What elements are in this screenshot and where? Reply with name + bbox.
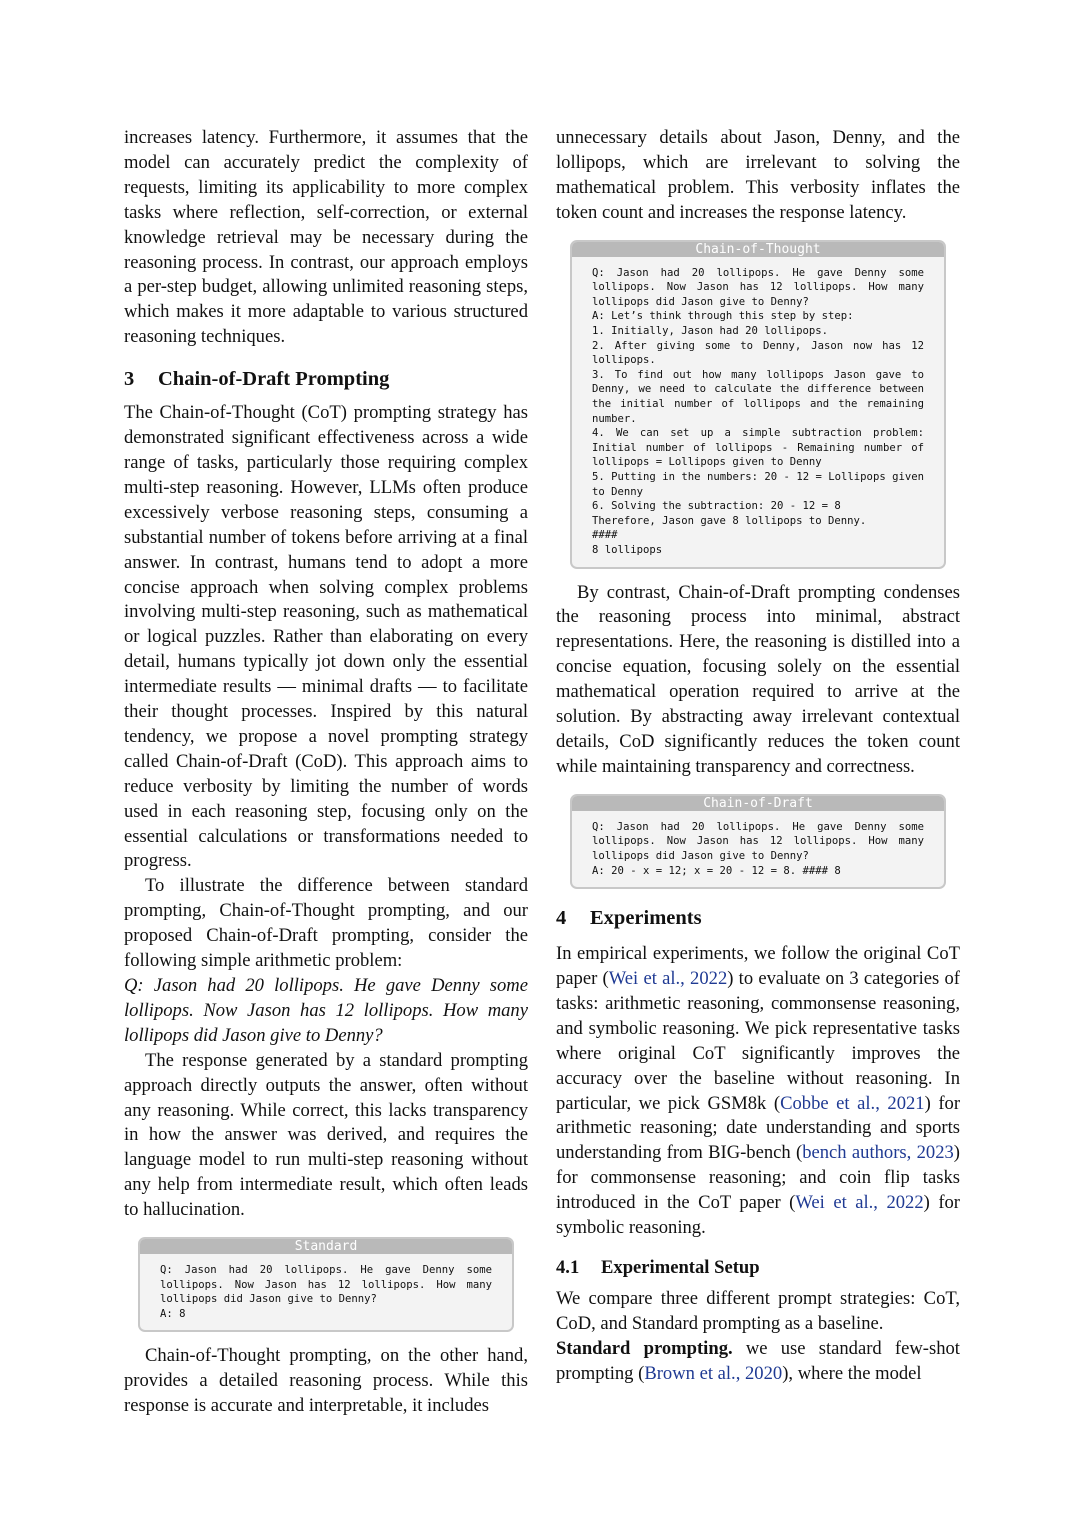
citation-link[interactable]: Wei et al., 2022 — [608, 968, 728, 990]
paragraph-illustrate: To illustrate the difference between standard prompting, Chain-of-Thought prompting, and our proposed Chain-of-Draft prompting, consider the following simple arithmetic problem: — [124, 875, 528, 972]
subsection-number: 4.1 — [556, 1257, 580, 1278]
box-body: Q: Jason had 20 lollipops. He gave Denny some lollipops. Now Jason has 12 lollipops. How many lollipops did Jason give to Denny? A: 20 - x = 12; x = 20 - 12 = 8. #### 8 — [592, 820, 924, 877]
section-3-heading — [124, 368, 528, 391]
paragraph-cot: Chain-of-Thought prompting, on the other hand, provides a detailed reasoning process. While this response is accurate and interpretable, it includes — [124, 1345, 528, 1417]
box-title: Standard — [140, 1239, 512, 1254]
left-column — [124, 126, 528, 1419]
paragraph-continuation: unnecessary details about Jason, Denny, and the lollipops, which are irrelevant to solving the mathematical problem. This verbosity inflates the token count and increases the response latency. — [556, 127, 960, 223]
section-title: Experiments — [590, 907, 702, 930]
text-run: ) for symbolic reasoning. — [556, 1192, 961, 1239]
citation-link[interactable]: Cobbe et al., 2021 — [780, 1092, 925, 1114]
citation-link[interactable]: Brown et al., 2020 — [644, 1362, 783, 1384]
text-run: ) for arithmetic reasoning; date understanding and sports understanding from BIG-bench ( — [556, 1092, 961, 1164]
section-number: 3 — [124, 368, 135, 391]
section-4-heading — [556, 907, 960, 930]
paragraph-standard: The response generated by a standard prompting approach directly outputs the answer, often without any reasoning. While correct, this lacks transparency in how the answer was derived, and requires the language model to run multi-step reasoning without any help from intermediate result, which often leads to hallucination. — [124, 1049, 528, 1221]
paragraph-experiments — [556, 942, 960, 1241]
run-in-heading: Standard prompting. — [556, 1337, 733, 1359]
section-number: 4 — [556, 907, 567, 930]
section-title: Chain-of-Draft Prompting — [158, 368, 390, 391]
paragraph-standard-prompting — [556, 1337, 960, 1387]
paragraph-setup: We compare three different prompt strategies: CoT, CoD, and Standard prompting as a baseline. — [556, 1288, 960, 1334]
text-run: In empirical experiments, we follow the original CoT paper ( — [556, 943, 960, 990]
paragraph-question: Q: Jason had 20 lollipops. He gave Denny some lollipops. Now Jason has 12 lollipops. How many lollipops did Jason give to Denny? — [124, 975, 528, 1046]
text-run: ) for commonsense reasoning; and coin flip tasks introduced in the CoT paper ( — [556, 1142, 960, 1214]
text-run: ), where the model — [782, 1362, 922, 1384]
right-column — [556, 126, 960, 1387]
text-run: ) to evaluate on 3 categories of tasks: arithmetic reasoning, commonsense reasoning, and symbolic reasoning. We pick representative tasks where original CoT significantly improves the accuracy over the baseline without reasoning. In particular, we pick GSM8k ( — [556, 968, 961, 1114]
citation-link[interactable]: bench authors, 2023 — [802, 1142, 954, 1164]
paragraph-contrast: By contrast, Chain-of-Draft prompting condenses the reasoning process into minimal, abstract representations. Here, the reasoning is distilled into a concise equation, focusing solely on the essential mathematical operation required to arrive at the solution. By abstracting away irrelevant contextual details, CoD significantly reduces the token count while maintaining transparency and correctness. — [556, 581, 960, 777]
subsection-4-1-heading — [556, 1257, 960, 1279]
paragraph-intro: increases latency. Furthermore, it assumes that the model can accurately predict the complexity of requests, limiting its applicability to more complex tasks where reflection, self-correction, or external knowledge retrieval may be necessary during the reasoning process. In contrast, our approach employs a per-step budget, allowing unlimited reasoning steps, which makes it more adaptable to various structured reasoning techniques. — [124, 127, 528, 348]
standard-prompt-box — [138, 1237, 514, 1332]
subsection-title: Experimental Setup — [601, 1257, 760, 1278]
box-body: Q: Jason had 20 lollipops. He gave Denny some lollipops. Now Jason has 12 lollipops. How many lollipops did Jason give to Denny? A: Let’s think through this step by step: 1. Initially, Jason had 20 lollipops. 2. After giving some to Denny, Jason now has 12 lollipops. 3. To find out how many lollipops Jason gave to Denny, we need to calculate the difference between the initial number of lollipops and the remaining number. 4. We can set up a simple subtraction problem: Initial number of lollipops - Remaining number of lollipops = Lollipops given to Denny 5. Putting in the numbers: 20 - 12 = Lollipops given to Denny 6. Solving the subtraction: 20 - 12 = 8 Therefore, Jason gave 8 lollipops to Denny. #### 8 lollipops — [592, 266, 924, 556]
paragraph-cod-intro: The Chain-of-Thought (CoT) prompting strategy has demonstrated significant effectiveness across a wide range of tasks, particularly those requiring complex multi-step reasoning. However, LLMs often produce excessively verbose reasoning steps, consuming a substantial number of tokens before arriving at a final answer. In contrast, humans tend to adopt a more concise approach when solving complex problems involving multi-step reasoning, such as mathematical or logical puzzles. Rather than elaborating on every detail, humans typically jot down only the essential intermediate results — minimal drafts — to facilitate their thought processes. Inspired by this natural tendency, we propose a novel prompting strategy called Chain-of-Draft (CoD). This approach aims to reduce verbosity by limiting the number of words used in each reasoning step, focusing only on the essential calculations or transformations needed to progress. — [124, 402, 528, 872]
box-title: Chain-of-Draft — [572, 796, 944, 811]
box-title: Chain-of-Thought — [572, 242, 944, 257]
chain-of-draft-box — [570, 794, 946, 889]
citation-link[interactable]: Wei et al., 2022 — [795, 1192, 924, 1214]
box-body: Q: Jason had 20 lollipops. He gave Denny some lollipops. Now Jason has 12 lollipops. How many lollipops did Jason give to Denny? A: 8 — [160, 1264, 492, 1320]
chain-of-thought-box — [570, 240, 946, 569]
text-run: we use standard few-shot prompting ( — [556, 1337, 960, 1384]
